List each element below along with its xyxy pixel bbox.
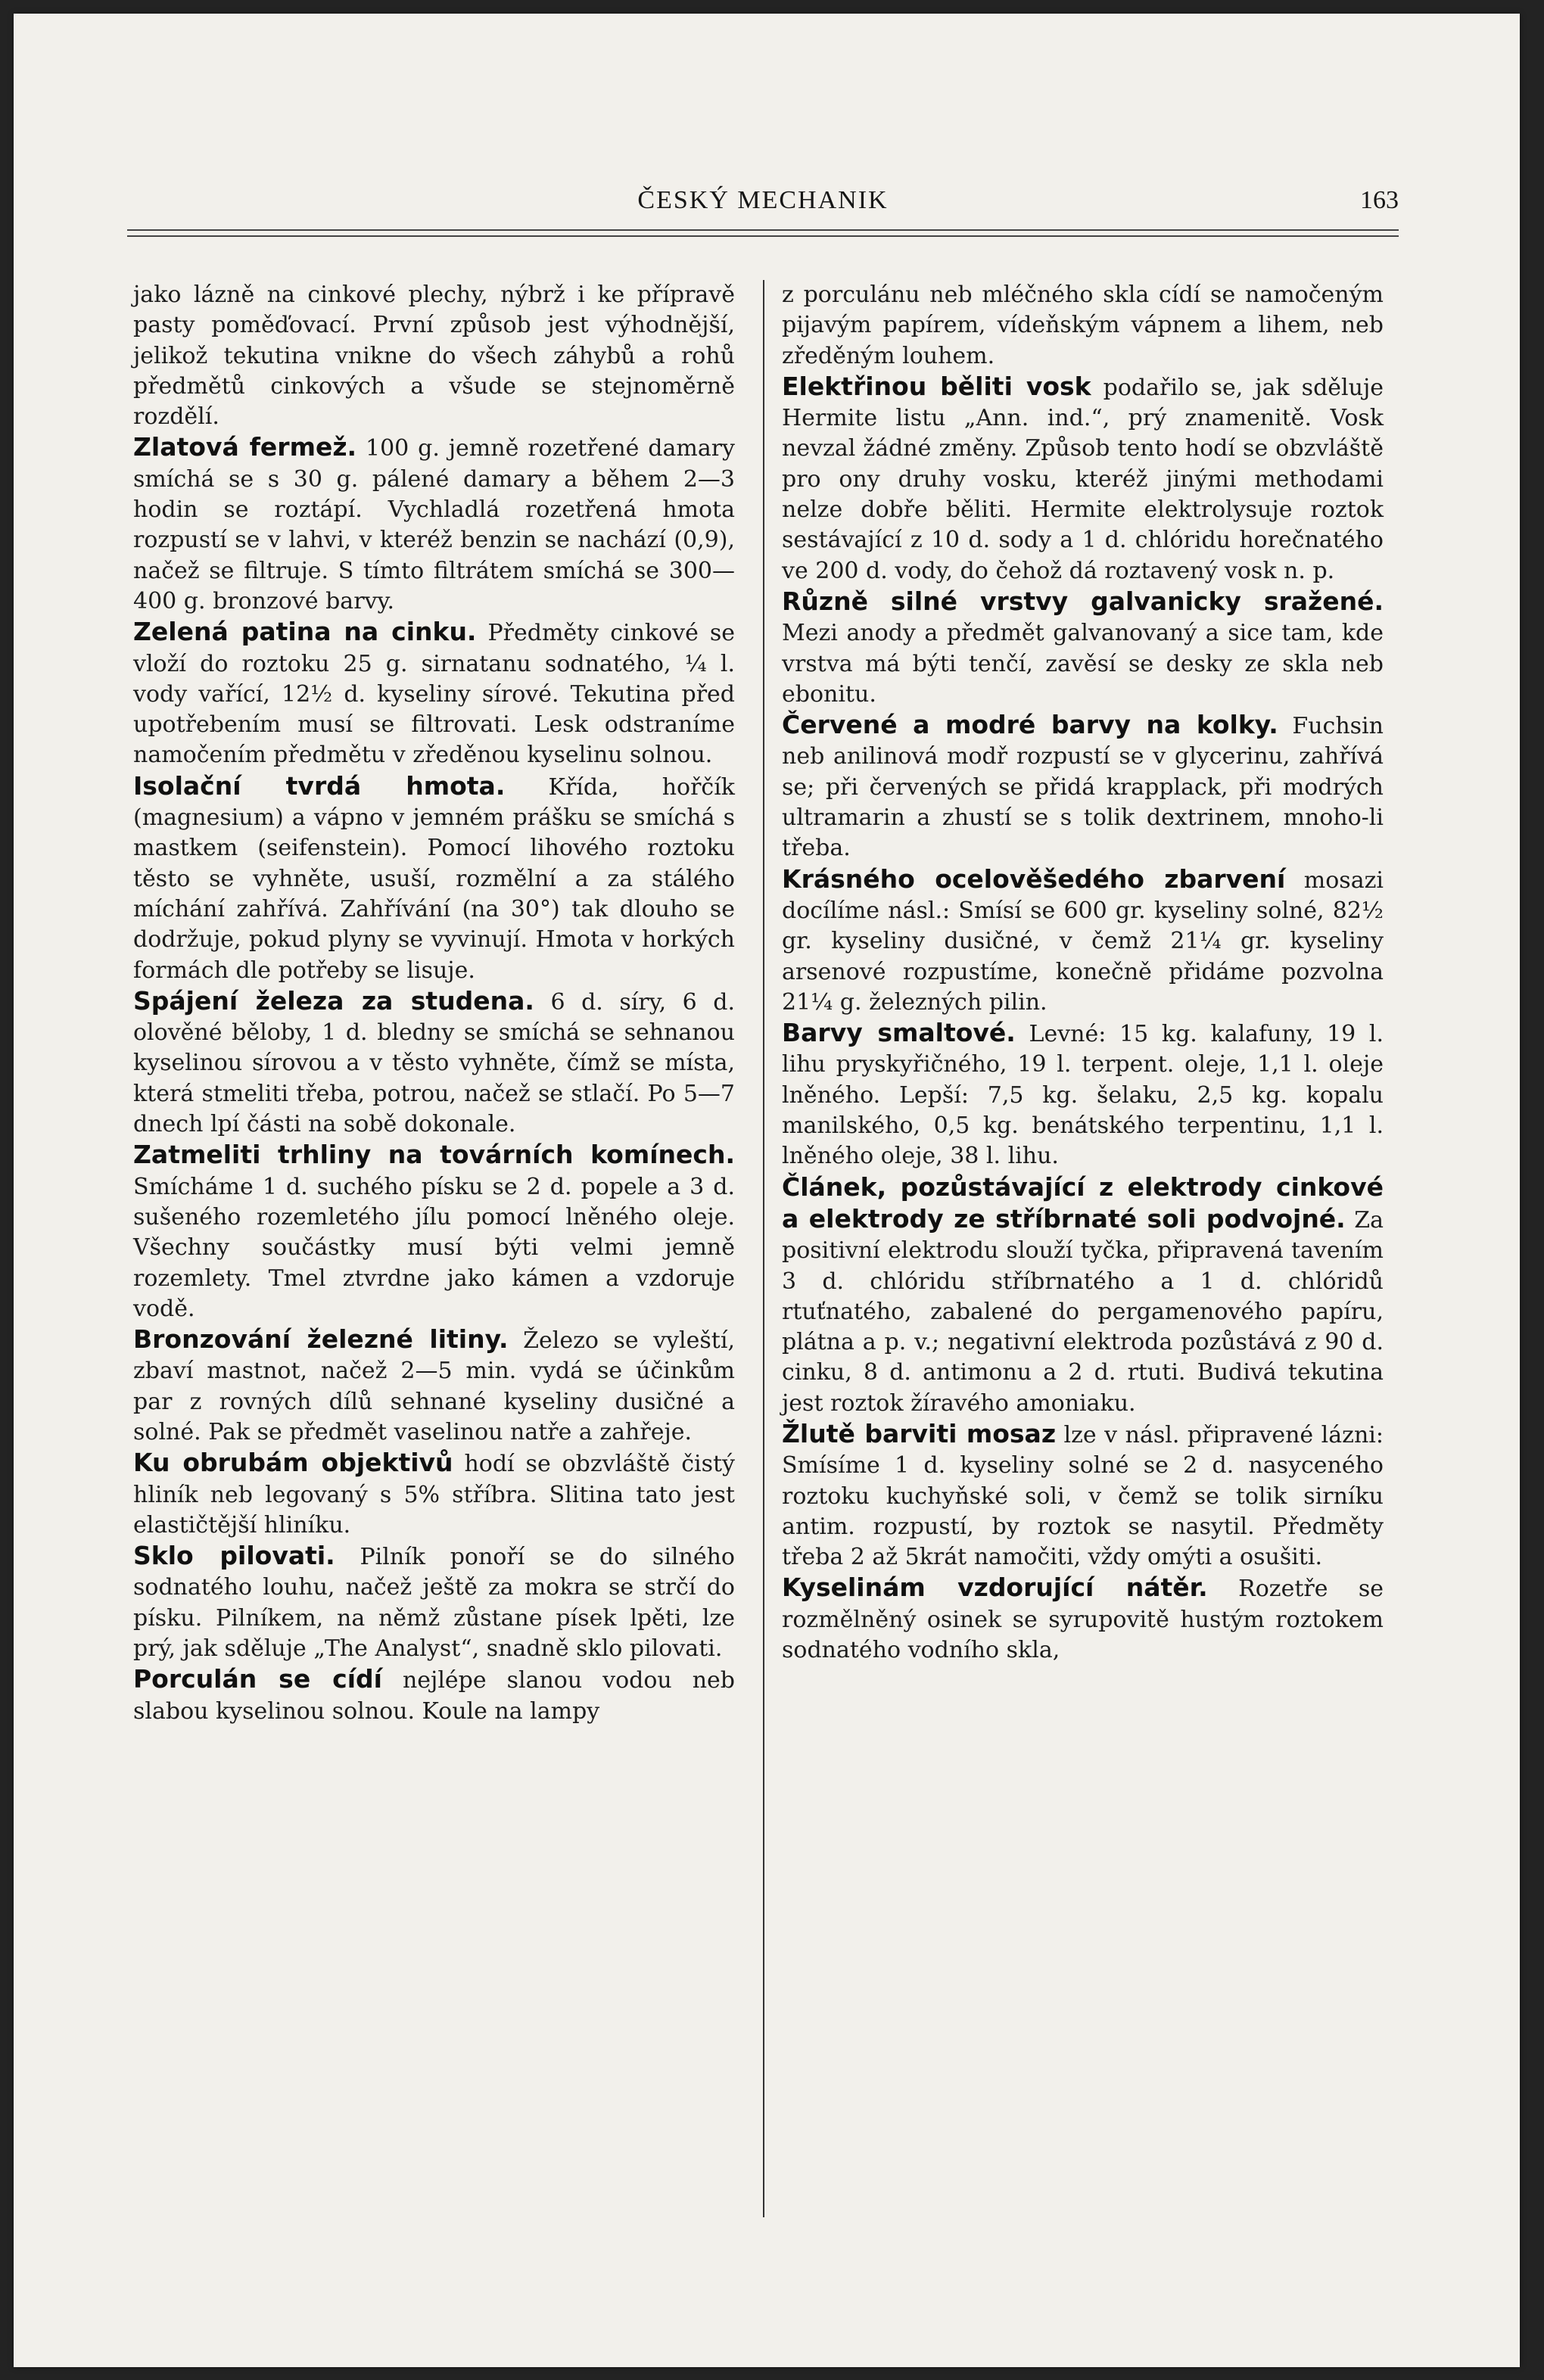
paragraph-heading: Isolační tvrdá hmota. bbox=[133, 770, 506, 801]
paragraph-heading: Spájení železa za studena. bbox=[133, 985, 534, 1016]
paragraph: Kyselinám vzdorující nátěr. Rozetře se rozmělněný osinek se syrupovitě hustým roztokem sodnatého vodního skla, bbox=[782, 1573, 1384, 1664]
paragraph: Krásného ocelověšedého zbarvení mosazi docílíme násl.: Smísí se 600 gr. kyseliny solné, 82½ gr. kyseliny dusičné, v čemž 21¼ gr. kyseliny arsenové rozpustíme, konečně přidáme pozvolna 21¼ g. železných pilin. bbox=[782, 863, 1384, 1016]
paragraph-heading: Různě silné vrstvy galvanicky sražené. bbox=[782, 586, 1384, 616]
paragraph: Zatmeliti trhliny na továrních komínech. Smícháme 1 d. suchého písku se 2 d. popele a 3 d. sušeného rozemletého jílu pomocí lněného oleje. Všechny součástky musí býti velmi jemně rozemlety. Tmel ztvrdne jako kámen a vzdoruje vodě. bbox=[133, 1140, 735, 1322]
paragraph: Různě silné vrstvy galvanicky sražené. Mezi anody a předmět galvanovaný a sice tam, kde vrstva má býti tenčí, zavěsí se desky ze skla neb ebonitu. bbox=[782, 586, 1384, 708]
paragraph: Červené a modré barvy na kolky. Fuchsin neb anilinová modř rozpustí se v glycerinu, zahřívá se; při červených se přidá krapplack, při modrých ultramarin a zhustí se s tolik dextrinem, mnoho-li třeba. bbox=[782, 710, 1384, 862]
header-rule bbox=[127, 229, 1399, 231]
paragraph: Zelená patina na cinku. Předměty cinkové se vloží do roztoku 25 g. sirnatanu sodnatého, ¼ l. vody vařící, 12½ d. kyseliny sírové. Tekutina před upotřebením musí se filtrovati. Lesk odstraníme namočením předmětu v zředěnou kyselinu solnou. bbox=[133, 617, 736, 769]
paragraph-heading: Zelená patina na cinku. bbox=[133, 617, 477, 647]
page-number: 163 bbox=[1360, 186, 1399, 214]
paragraph-heading: Zlatová fermež. bbox=[133, 432, 357, 462]
paragraph: Isolační tvrdá hmota. Křída, hořčík (magnesium) a vápno v jemném prášku se smíchá s mastkem (seifenstein). Pomocí lihového roztoku těsto se vyhněte, usuší, rozmělní a za stálého míchání zahřívá. Zahřívání (na 30°) tak dlouho se dodržuje, pokud plyny se vyvinují. Hmota v horkých formách dle potřeby se lisuje. bbox=[133, 770, 735, 984]
paragraph: jako lázně na cinkové plechy, nýbrž i ke přípravě pasty poměďovací. První způsob jest výhodnější, jelikož tekutina vnikne do všech záhybů a rohů předmětů cinkových a všude se stejnoměrně rozdělí. bbox=[133, 282, 735, 431]
paragraph: Zlatová fermež. 100 g. jemně rozetřené damary smíchá se s 30 g. pálené damary a během 2—3 hodin se roztápí. Vychladlá rozetřená hmota rozpustí se v lahvi, v kteréž benzin se nachází (0,9), načež se filtruje. S tímto filtrátem smíchá se 300—400 g. bronzové barvy. bbox=[133, 432, 735, 614]
paragraph-heading: Článek, pozůstávající z elektrody cinkové a elektrody ze stříbrnaté soli podvojné. bbox=[782, 1171, 1384, 1234]
paragraph: Elektřinou běliti vosk podařilo se, jak sděluje Hermite listu „Ann. ind.“, prý znamenitě. Vosk nevzal žádné změny. Způsob tento hodí se obzvláště pro ony druhy vosku, kteréž jinými methodami nelze dobře běliti. Hermite elektrolysuje roztok sestávající z 10 d. sody a 1 d. chlóridu horečnatého ve 200 d. vody, do čehož dá roztavený vosk n. p. bbox=[782, 371, 1384, 584]
header-rule bbox=[127, 235, 1399, 237]
paragraph: Bronzování železné litiny. Železo se vyleští, zbaví mastnot, načež 2—5 min. vydá se účinkům par z rovných dílů sehnané kyseliny dusičné a solné. Pak se předmět vaselinou natře a zahřeje. bbox=[133, 1324, 735, 1445]
paragraph: Porculán se cídí nejlépe slanou vodou neb slabou kyselinou solnou. Koule na lampy bbox=[133, 1664, 735, 1725]
paragraph: Ku obrubám objektivů hodí se obzvláště čistý hliník neb legovaný s 5% stříbra. Slitina tato jest elastičtější hliníku. bbox=[133, 1448, 735, 1538]
left-column bbox=[133, 280, 735, 1727]
paragraph-heading: Červené a modré barvy na kolky. bbox=[782, 710, 1278, 740]
right-column bbox=[782, 280, 1384, 1666]
paragraph: Žlutě barviti mosaz lze v násl. připravené lázni: Smísíme 1 d. kyseliny solné se 2 d. nasyceného roztoku kuchyňské soli, v čemž se tolik sirníku antim. rozpustí, by roztok se nasytil. Předměty třeba 2 až 5krát namočiti, vždy omýti a osušiti. bbox=[782, 1418, 1384, 1571]
paragraph-heading: Žlutě barviti mosaz bbox=[782, 1418, 1057, 1448]
paragraph-heading: Bronzování železné litiny. bbox=[133, 1324, 509, 1355]
paragraph: Barvy smaltové. Levné: 15 kg. kalafuny, 19 l. lihu pryskyřičného, 19 l. terpent. oleje, 1,1 l. oleje lněného. Lepší: 7,5 kg. šelaku, 2,5 kg. kopalu manilského, 0,5 kg. benátského terpentinu, 1,1 l. lněného oleje, 38 l. lihu. bbox=[782, 1018, 1384, 1170]
paragraph: Sklo pilovati. Pilník ponoří se do silného sodnatého louhu, načež ještě za mokra se strčí do písku. Pilníkem, na němž zůstane písek lpěti, lze prý, jak sděluje „The Analyst“, snadně sklo pilovati. bbox=[133, 1541, 735, 1663]
paragraph: Spájení železa za studena. 6 d. síry, 6 d. olověné běloby, 1 d. bledny se smíchá se sehnanou kyselinou sírovou a v těsto vyhněte, čímž se místa, která stmeliti třeba, potrou, načež se stlačí. Po 5—7 dnech lpí části na sobě dokonale. bbox=[133, 985, 735, 1138]
paragraph-heading: Kyselinám vzdorující nátěr. bbox=[782, 1573, 1208, 1603]
paragraph-heading: Porculán se cídí bbox=[133, 1664, 382, 1694]
paragraph-heading: Ku obrubám objektivů bbox=[133, 1448, 453, 1478]
paragraph-heading: Elektřinou běliti vosk bbox=[782, 371, 1091, 401]
paragraph-heading: Sklo pilovati. bbox=[133, 1541, 335, 1571]
running-header bbox=[127, 186, 1399, 222]
page bbox=[14, 14, 1520, 2367]
paragraph: z porculánu neb mléčného skla cídí se namočeným pijavým papírem, vídeňským vápnem a lihem, neb zředěným louhem. bbox=[782, 282, 1384, 369]
journal-title: ČESKÝ MECHANIK bbox=[637, 186, 889, 214]
paragraph: Článek, pozůstávající z elektrody cinkové a elektrody ze stříbrnaté soli podvojné. Za positivní elektrodu slouží tyčka, připravená tavením 3 d. chlóridu stříbrnatého a 1 d. chlóridů rtuťnatého, zabalené do pergamenového papíru, plátna a p. v.; negativní elektroda pozůstává z 90 d. cinku, 8 d. antimonu a 2 d. rtuti. Budivá tekutina jest roztok žíravého amoniaku. bbox=[782, 1171, 1384, 1417]
paragraph-heading: Zatmeliti trhliny na továrních komínech. bbox=[133, 1140, 735, 1170]
paragraph-heading: Krásného ocelověšedého zbarvení bbox=[782, 863, 1286, 894]
paragraph-heading: Barvy smaltové. bbox=[782, 1018, 1016, 1048]
column-divider bbox=[763, 280, 764, 2217]
